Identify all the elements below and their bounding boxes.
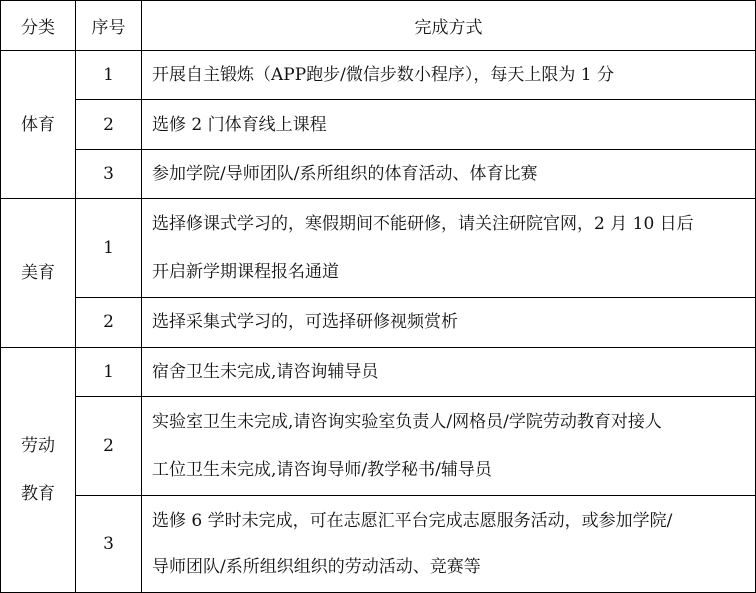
header-category: 分类	[1, 1, 76, 51]
category-cell	[1, 199, 76, 347]
category-label: 美育	[21, 263, 55, 284]
method-text: 选修 2 门体育线上课程	[152, 114, 327, 135]
table-row	[1, 100, 756, 149]
method-text: 实验室卫生未完成,请咨询实验室负责人/网格员/学院劳动教育对接人	[152, 412, 662, 433]
category-label: 教育	[21, 483, 55, 504]
table-header-row	[1, 1, 756, 51]
header-method: 完成方式	[142, 1, 756, 51]
method-cell	[142, 397, 756, 496]
category-label: 劳动	[21, 435, 55, 456]
method-text: 开展自主锻炼（APP跑步/微信步数小程序），每天上限为 1 分	[152, 65, 615, 86]
method-cell	[142, 100, 756, 149]
row-number: 3	[76, 149, 142, 198]
row-number: 1	[76, 347, 142, 396]
table-row	[1, 347, 756, 396]
table-row	[1, 51, 756, 100]
method-cell	[142, 199, 756, 298]
row-number: 3	[76, 496, 142, 593]
method-text: 宿舍卫生未完成,请咨询辅导员	[152, 361, 379, 382]
row-number: 2	[76, 397, 142, 496]
row-number: 2	[76, 298, 142, 347]
table-row	[1, 298, 756, 347]
method-text: 工位卫生未完成,请咨询导师/教学秘书/辅导员	[152, 460, 492, 481]
method-cell	[142, 149, 756, 198]
method-cell	[142, 496, 756, 593]
table-row	[1, 397, 756, 496]
category-cell	[1, 51, 76, 199]
method-cell	[142, 298, 756, 347]
row-number: 1	[76, 199, 142, 298]
method-cell	[142, 347, 756, 396]
method-text: 导师团队/系所组织组织的劳动活动、竞赛等	[152, 557, 481, 578]
row-number: 2	[76, 100, 142, 149]
method-text: 参加学院/导师团队/系所组织的体育活动、体育比赛	[152, 164, 538, 185]
method-text: 选修 6 学时未完成，可在志愿汇平台完成志愿服务活动，或参加学院/	[152, 511, 673, 532]
method-cell	[142, 51, 756, 100]
table-row	[1, 199, 756, 298]
table-row	[1, 496, 756, 593]
header-number: 序号	[76, 1, 142, 51]
category-cell	[1, 347, 76, 592]
row-number: 1	[76, 51, 142, 100]
method-text: 选择采集式学习的，可选择研修视频赏析	[152, 312, 458, 333]
category-label: 体育	[21, 114, 55, 135]
method-text: 选择修课式学习的，寒假期间不能研修，请关注研院官网，2 月 10 日后	[152, 214, 694, 235]
method-text: 开启新学期课程报名通道	[152, 262, 339, 283]
table-row	[1, 149, 756, 198]
